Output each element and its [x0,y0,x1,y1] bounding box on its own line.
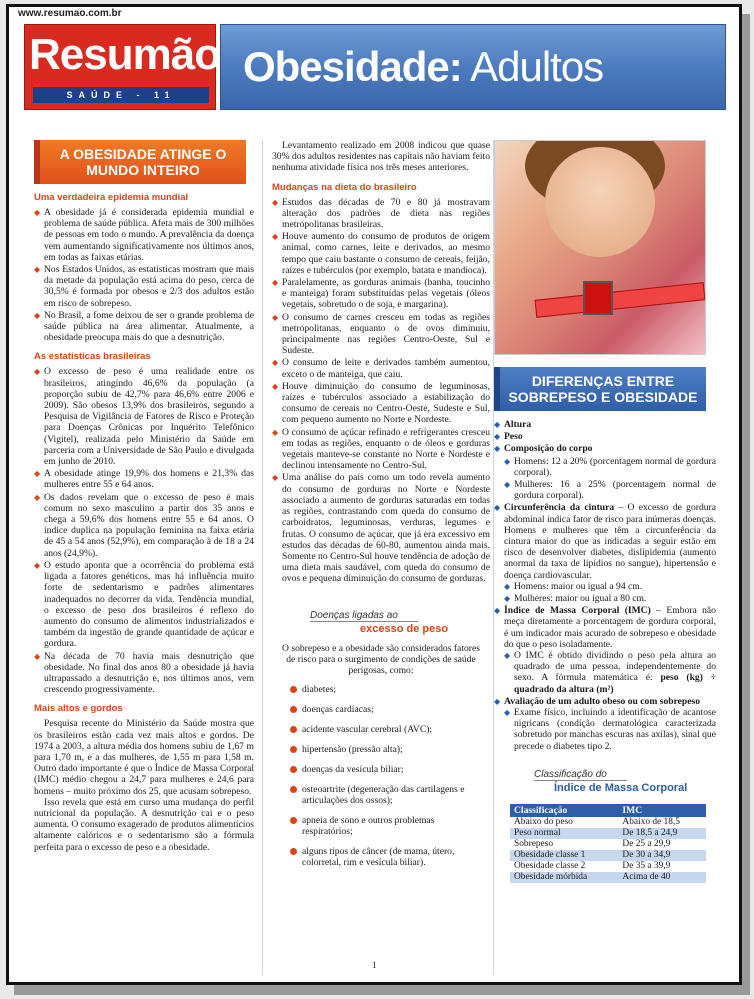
list-item-imc: ◆ Índice de Massa Corporal (IMC) – Embora não meça diretamente a porcentagem de gordura corporal, é um indicador mais acurado de sobrepeso e obesidade do que o peso isoladamente. ◆ O IMC é obtido dividindo o peso pela altura ao quadrado de uma pessoa, independentemente do sexo. A fórmula matemática é: peso (kg) ÷ quadrado da altura (m²) [494,605,716,695]
list-estatisticas [34,366,254,695]
title-banner [220,24,726,110]
list-item: acidente vascular cerebral (AVC); [290,724,482,735]
list-item: ◆ O estudo aponta que a ocorrência do problema está ligada a fatores genéticos, mas há influência muito forte de sedentarismo e padrões alimentares inadequados no decorrer da vida. Tendência mundial, o excesso de peso dos brasileiros é reflexo do aumento do consumo de alimentos industrializados e também da ingestão de grande quantidade de açúcar e gordura. [34,560,254,650]
page-title-main: Obesidade: [243,43,462,90]
imc-table [510,804,706,883]
list-item: ◆ Uma análise do país como um todo revela aumento do consumo de gorduras no Norte e Nordeste associado a aumento de gorduras saturadas em todas as regiões, contrastando com queda do consumo de carboidratos, leguminosas, verduras, legumes e frutas. O consumo de açúcar, que já era excessivo em estudos das décadas de 60-80, aumentou ainda mais. Somente no Centro-Sul houve tendência de adoção de uma dieta mais saudável, com queda do consumo de ovos e pequena diminuição do consumo de gorduras. [272,472,490,584]
column-2 [272,140,490,883]
page-title-sub: Adultos [461,43,604,90]
logo [24,24,221,110]
list-item: ◆ Houve aumento do consumo de produtos de origem animal, como carnes, leite e derivados, ao mesmo tempo que caiu bastante o consumo de cereais, feijão, raízes e tubérculos (por exemplo, batata e mandioca). [272,231,490,276]
list-item: ◆ A obesidade já é considerada epidemia mundial e problema de saúde pública. Afeta mais de 300 milhões de pessoas em todo o mundo. A prevalência da doença vem aumentando significativamente nos últimos anos, em todas as faixas etárias. [34,207,254,263]
risk-list [290,684,482,868]
list-item-composicao: ◆ Composição do corpo ◆ Homens: 12 a 20% (porcentagem normal de gordura corporal). ◆ Mulheres: 16 a 25% (porcentagem normal de gordura corporal). [494,443,716,501]
list-item: ◆ Os dados revelam que o excesso de peso é mais comum no sexo masculino a partir dos 35 anos e chega a 59,6% dos homens entre 55 e 64 anos. O índice duplica na população feminina na faixa etária de 45 a 54 anos (52,9%), em comparação à de 18 a 24 anos (24,9%). [34,492,254,559]
list-item: ◆ Nos Estados Unidos, as estatísticas mostram que mais da metade da população está acima do peso, cerca de 30,5% é formada por obesos e 2/3 dos adultos estão em risco de sobrepeso. [34,264,254,309]
list-item: ◆ Mulheres: 16 a 25% (porcentagem normal de gordura corporal). [504,479,716,501]
column-1 [34,140,254,853]
list-item: osteoartrite (degeneração das cartilagens e articulações dos ossos); [290,784,482,806]
table-row: Obesidade classe 2 De 35 a 39,9 [514,861,671,872]
paragraph: Pesquisa recente do Ministério da Saúde mostra que os brasileiros estão cada vez mais altos e gordos. De 1974 a 2003, a altura média dos homens subiu de 1,67 m para 1,70 m, e a das mulheres, de 1,55 m para 1,58 m. Outro dado importante é que o Índice de Massa Corporal (IMC) médio chegou a 24,7 para mulheres e 24,6 para homens – muito próximo dos 25, que acusam sobrepeso. [34,718,254,797]
section-banner-obesidade: A OBESIDADE ATINGE O MUNDO INTEIRO [34,140,246,184]
measuring-tape-icon [535,282,706,318]
list-item: ◆ Houve diminuição do consumo de leguminosas, raízes e tubérculos associado a estabilização do consumo de cereais no Centro-Oeste, Sudeste e Sul, com pequeno aumento no Norte e Nordeste. [272,381,490,426]
sublist-composicao [504,456,716,502]
table-row: Peso normal De 18,5 a 24,9 [510,828,706,839]
page-number: 1 [372,960,377,970]
risk-intro: O sobrepeso e a obesidade são considerados fatores de risco para o surgimento de condições de saúde perigosas, como: [282,642,480,676]
tape-clip-icon [583,281,613,315]
subheading-estatisticas: As estatísticas brasileiras [34,351,151,363]
list-item: ◆ O consumo de carnes cresceu em todas as regiões metropolitanas, enquanto o de ovos diminuiu, principalmente nas regiões Centro-Oeste, Sul e Sudeste. [272,312,490,357]
list-item: ◆ Homens: maior ou igual a 94 cm. [504,581,716,592]
list-item: apneia de sono e outros problemas respiratórios; [290,815,482,837]
risk-box [272,599,490,884]
subheading-dieta: Mudanças na dieta do brasileiro [272,181,417,193]
list-item: ◆ Homens: 12 a 20% (porcentagem normal de gordura corporal). [504,456,716,478]
list-item-circunferencia: ◆ Circunferência da cintura – O excesso de gordura abdominal indica fator de risco para inúmeras doenças. Homens e mulheres que têm a circunferência da cintura maior do que as indicadas a seguir estão em risco de desenvolver diabetes, dislipidemia (aumento anormal da taxa de lipídios no sangue), hipertensão e doença cardiovascular. ◆ Homens: maior ou igual a 94 cm. ◆ Mulheres: maior ou igual a 80 cm. [494,502,716,604]
list-item: doenças cardíacas; [290,704,482,715]
list-item: ◆ O excesso de peso é uma realidade entre os brasileiros, atingindo 46,6% da população (a proporção subiu de 42,7% para 46,6% entre 2006 e 2009). São obesos 13,9% dos brasileiros, segundo a Pesquisa de Vigilância de Fatores de Risco e Proteção para Doenças Crônicas por Inquérito Telefônico (Vigitel), realizada pelo Ministério da Saúde em parceria com a Universidade de São Paulo e divulgada em junho de 2010. [34,366,254,467]
column-divider [262,140,263,975]
logo-text: Resumão [29,30,221,79]
imc-table-title: Índice de Massa Corporal [554,781,688,794]
column-3 [494,140,716,883]
list-diferencas [494,419,716,752]
sublist-imc [504,650,716,695]
list-item: ◆ Estudos das décadas de 70 e 80 já mostravam alteração dos padrões de dieta nas regiões metropolitanas brasileiras. [272,197,490,231]
list-item: ◆ A obesidade atinge 19,9% dos homens e 21,3% das mulheres entre 55 e 64 anos. [34,468,254,490]
table-header: Classificação [510,804,618,817]
table-row: Abaixo do peso Abaixo de 18,5 [514,817,680,828]
page-title [243,43,603,91]
table-row: Sobrepeso De 25 a 29,9 [514,839,671,850]
list-item: ◆ Exame físico, incluindo a identificação de acantose nigricans (condição dermatológica caracterizada sobretudo por manchas escuras nas axilas), sinal que precede o diabetes tipo 2. [504,707,716,752]
paragraph-intro: Levantamento realizado em 2008 indicou que quase 30% dos adultos residentes nas capitais não haviam feito nenhuma atividade física nos três meses anteriores. [272,140,490,174]
paragraph: Isso revela que está em curso uma mudança do perfil nutricional da população. A desnutrição cai e o peso aumenta. O consumo exagerado de produtos alimentícios altamente calóricos e o sedentarismo são a fórmula perfeita para o excesso de peso e a obesidade. [34,796,254,853]
sublist-circunferencia [504,581,716,604]
logo-subtitle: SAÚDE - 11 [33,87,209,103]
section-banner-diferencas: DIFERENÇAS ENTRE SOBREPESO E OBESIDADE [494,367,706,411]
photo-face [545,147,655,257]
list-item: ◆ O IMC é obtido dividindo o peso pela altura ao quadrado de uma pessoa, independentemente do sexo. A fórmula matemática é: peso (kg) ÷ quadrado da altura (m²) [504,650,716,695]
woman-measuring-photo [494,140,706,355]
list-item-peso: ◆ Peso [494,431,716,442]
list-item: ◆ Paralelamente, as gorduras animais (banha, toucinho e manteiga) foram substituídas pelas vegetais (óleos vegetais, sobretudo o de soja, e margarina). [272,277,490,311]
list-epidemia [34,207,254,343]
list-item: hipertensão (pressão alta); [290,744,482,755]
list-item: ◆ No Brasil, a fome deixou de ser o grande problema de saúde pública na área alimentar. Atualmente, a obesidade preocupa mais do que a desnutrição. [34,310,254,344]
list-item: diabetes; [290,684,482,695]
list-item: ◆ O consumo de açúcar refinado e refrigerantes cresceu em todas as regiões, enquanto o de óleos e gorduras vegetais manteve-se constante no Norte e Nordeste e declinou intensamente no Centro-Sul. [272,427,490,472]
list-item: ◆ O consumo de leite e derivados também aumentou, exceto o de manteiga, que caiu. [272,357,490,379]
list-item: ◆ Na década de 70 havia mais desnutrição que obesidade. No final dos anos 80 a obesidade já havia ultrapassado a desnutrição e, nos últimos anos, vem crescendo progressivamente. [34,651,254,696]
list-item: ◆ Mulheres: maior ou igual a 80 cm. [504,593,716,604]
list-dieta [272,197,490,585]
list-item: doenças da vesícula biliar; [290,764,482,775]
sublist-avaliacao [504,707,716,752]
risk-title-strong: excesso de peso [360,622,449,635]
subheading-altos-gordos: Mais altos e gordos [34,703,123,715]
table-header: IMC [618,804,706,817]
imc-table-title-line: Classificação do [534,769,627,781]
risk-title-line: Doenças ligadas ao [310,610,418,622]
site-url: www.resumao.com.br [18,8,122,19]
subheading-epidemia: Uma verdadeira epidemia mundial [34,192,189,203]
table-row: Obesidade mórbida Acima de 40 [510,872,706,883]
list-item-avaliacao: ◆ Avaliação de um adulto obeso ou com sobrepeso ◆ Exame físico, incluindo a identificação de acantose nigricans (condição dermatológica caracterizada sobretudo por manchas escuras nas axilas), sinal que precede o diabetes tipo 2. [494,696,716,752]
list-item: alguns tipos de câncer (de mama, útero, colorretal, rim e vesícula biliar). [290,846,482,868]
table-header-row [510,804,706,817]
header [24,24,726,116]
list-item-altura: ◆ Altura [494,419,716,430]
table-row: Obesidade classe 1 De 30 a 34,9 [510,850,706,861]
